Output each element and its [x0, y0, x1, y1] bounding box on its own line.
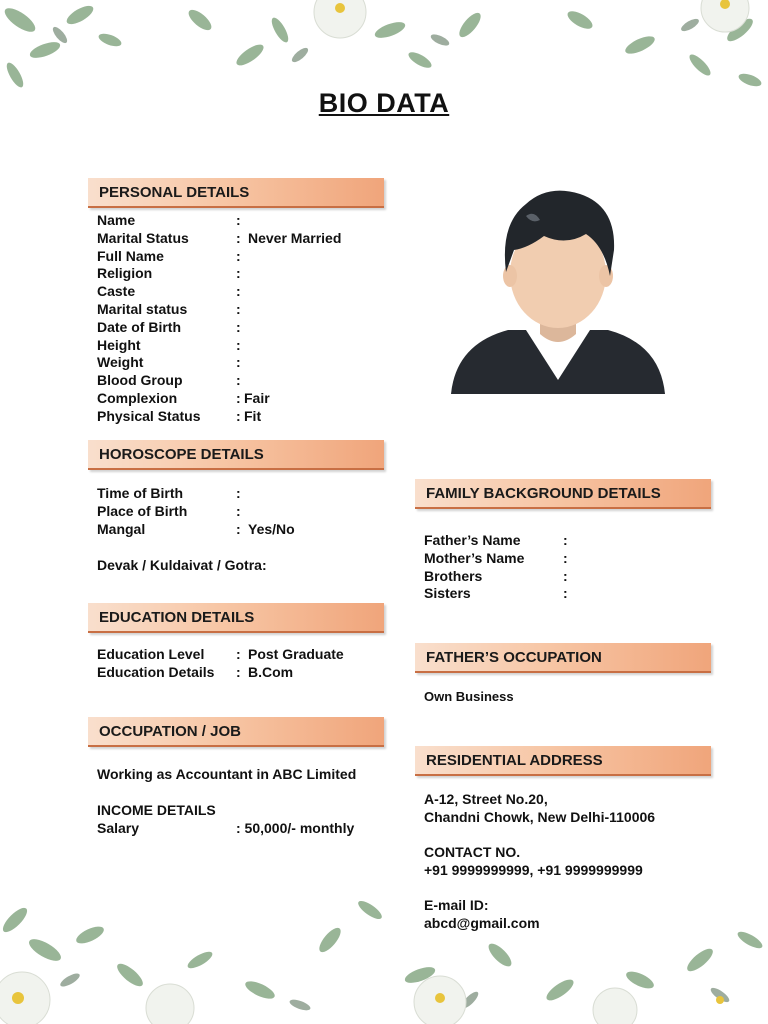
family-row-mother-name: Mother’s Name : — [424, 549, 568, 566]
horoscope-row-place-of-birth: Place of Birth : — [97, 502, 241, 519]
education-row-details: Education Details : B.Com — [97, 663, 294, 680]
horoscope-details-list — [97, 485, 387, 538]
education-row-level: Education Level : Post Graduate — [97, 646, 344, 662]
personal-row-weight: Weight : — [97, 354, 241, 371]
personal-row-religion: Religion : — [97, 265, 241, 282]
salary-value: : 50,000/- monthly — [236, 820, 355, 836]
father-occupation-header: FATHER’S OCCUPATION — [415, 643, 711, 673]
address-line-2: Chandni Chowk, New Delhi-110006 — [424, 809, 656, 825]
education-details-list — [97, 646, 387, 682]
occupation-header: OCCUPATION / JOB — [88, 717, 384, 747]
residential-address-header: RESIDENTIAL ADDRESS — [415, 746, 711, 776]
personal-row-date-of-birth: Date of Birth : — [97, 318, 241, 335]
income-details-title: INCOME DETAILS — [97, 802, 216, 818]
father-occupation-text: Own Business — [424, 689, 514, 704]
occupation-line: Working as Accountant in ABC Limited — [97, 766, 357, 782]
family-row-father-name: Father’s Name : — [424, 532, 568, 548]
personal-row-height: Height : — [97, 336, 241, 353]
education-details-header: EDUCATION DETAILS — [88, 603, 384, 633]
address-line-1: A-12, Street No.20, — [424, 791, 548, 807]
profile-avatar-icon — [448, 184, 668, 396]
personal-details-header: PERSONAL DETAILS — [88, 178, 384, 208]
personal-row-marital-status-2: Marital status : — [97, 300, 241, 317]
email-value: abcd@gmail.com — [424, 915, 540, 931]
family-row-brothers: Brothers : — [424, 567, 568, 584]
salary-label: Salary — [97, 820, 140, 836]
email-title: E-mail ID: — [424, 897, 489, 913]
personal-details-list — [97, 212, 387, 426]
horoscope-row-time-of-birth: Time of Birth : — [97, 485, 241, 501]
gotra-label: Devak / Kuldaivat / Gotra: — [97, 557, 267, 573]
contact-numbers: +91 9999999999, +91 9999999999 — [424, 862, 643, 878]
horoscope-details-header: HOROSCOPE DETAILS — [88, 440, 384, 470]
family-row-sisters: Sisters : — [424, 585, 568, 602]
personal-row-marital-status: Marital Status : Never Married — [97, 229, 342, 246]
personal-row-blood-group: Blood Group : — [97, 372, 241, 389]
floral-bottom-decoration — [0, 880, 768, 1024]
contact-title: CONTACT NO. — [424, 844, 521, 860]
personal-row-complexion: Complexion : Fair — [97, 389, 270, 406]
personal-row-full-name: Full Name : — [97, 247, 241, 264]
personal-row-name: Name : — [97, 212, 241, 228]
horoscope-row-mangal: Mangal : Yes/No — [97, 520, 295, 537]
personal-row-caste: Caste : — [97, 283, 241, 300]
family-background-list — [424, 532, 714, 603]
family-background-header: FAMILY BACKGROUND DETAILS — [415, 479, 711, 509]
personal-row-physical-status: Physical Status : Fit — [97, 407, 262, 424]
page-title: BIO DATA — [318, 88, 450, 118]
